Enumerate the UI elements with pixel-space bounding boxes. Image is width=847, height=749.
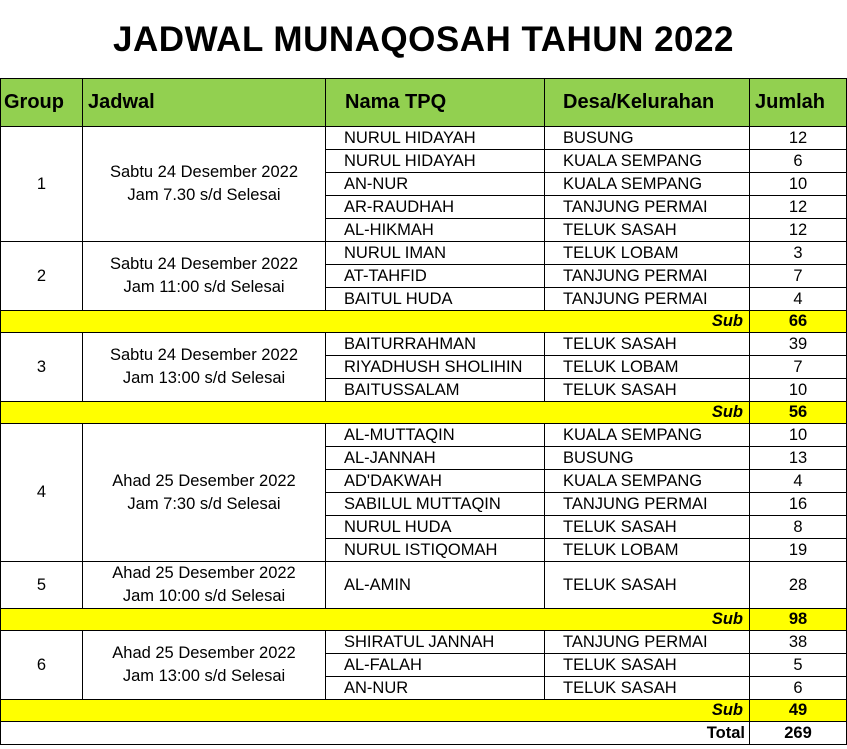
schedule-time: Jam 7:30 s/d Selesai xyxy=(127,494,281,513)
group-number: 2 xyxy=(1,242,83,311)
schedule-time: Jam 10:00 s/d Selesai xyxy=(122,587,286,605)
village-name: TELUK SASAH xyxy=(545,516,750,539)
village-name: TELUK SASAH xyxy=(545,333,750,356)
participant-count: 13 xyxy=(750,447,847,470)
tpq-name: NURUL ISTIQOMAH xyxy=(326,539,545,562)
tpq-name: SHIRATUL JANNAH xyxy=(326,631,545,654)
group-number: 1 xyxy=(1,127,83,242)
tpq-name: BAITURRAHMAN xyxy=(326,333,545,356)
group-number: 6 xyxy=(1,631,83,700)
tpq-name: AL-AMIN xyxy=(326,562,545,609)
schedule-cell xyxy=(83,631,326,700)
tpq-name: RIYADHUSH SHOLIHIN xyxy=(326,356,545,379)
village-name: TANJUNG PERMAI xyxy=(545,631,750,654)
tpq-name: AR-RAUDHAH xyxy=(326,196,545,219)
header-group: Group xyxy=(1,79,83,127)
total-row xyxy=(1,722,847,745)
subtotal-value: 56 xyxy=(750,402,847,424)
participant-count: 10 xyxy=(750,173,847,196)
village-name: TANJUNG PERMAI xyxy=(545,493,750,516)
village-name: KUALA SEMPANG xyxy=(545,470,750,493)
participant-count: 39 xyxy=(750,333,847,356)
participant-count: 16 xyxy=(750,493,847,516)
group-number: 5 xyxy=(1,562,83,609)
village-name: BUSUNG xyxy=(545,447,750,470)
table-row xyxy=(1,127,847,150)
participant-count: 6 xyxy=(750,677,847,700)
tpq-name: NURUL IMAN xyxy=(326,242,545,265)
header-desa-kelurahan: Desa/Kelurahan xyxy=(545,79,750,127)
subtotal-value: 49 xyxy=(750,700,847,722)
schedule-time: Jam 13:00 s/d Selesai xyxy=(122,369,286,387)
tpq-name: AL-HIKMAH xyxy=(326,219,545,242)
total-value: 269 xyxy=(750,722,847,745)
schedule-cell xyxy=(83,127,326,242)
header-row xyxy=(1,79,847,127)
tpq-name: AL-MUTTAQIN xyxy=(326,424,545,447)
subtotal-value: 66 xyxy=(750,311,847,333)
subtotal-label: Sub xyxy=(1,402,750,424)
participant-count: 38 xyxy=(750,631,847,654)
tpq-name: NURUL HIDAYAH xyxy=(326,127,545,150)
participant-count: 12 xyxy=(750,196,847,219)
tpq-name: AL-JANNAH xyxy=(326,447,545,470)
village-name: TELUK LOBAM xyxy=(545,539,750,562)
participant-count: 10 xyxy=(750,379,847,402)
table-row xyxy=(1,333,847,356)
tpq-name: AT-TAHFID xyxy=(326,265,545,288)
participant-count: 7 xyxy=(750,265,847,288)
tpq-name: AN-NUR xyxy=(326,173,545,196)
village-name: BUSUNG xyxy=(545,127,750,150)
participant-count: 5 xyxy=(750,654,847,677)
header-nama-tpq: Nama TPQ xyxy=(326,79,545,127)
total-label: Total xyxy=(1,722,750,745)
participant-count: 12 xyxy=(750,219,847,242)
subtotal-value: 98 xyxy=(750,609,847,631)
table-row xyxy=(1,424,847,447)
village-name: TANJUNG PERMAI xyxy=(545,265,750,288)
village-name: KUALA SEMPANG xyxy=(545,173,750,196)
subtotal-label: Sub xyxy=(1,311,750,333)
table-row xyxy=(1,242,847,265)
village-name: TANJUNG PERMAI xyxy=(545,196,750,219)
header-jumlah: Jumlah xyxy=(750,79,847,127)
tpq-name: AD'DAKWAH xyxy=(326,470,545,493)
village-name: TELUK SASAH xyxy=(545,677,750,700)
village-name: TELUK LOBAM xyxy=(545,242,750,265)
participant-count: 12 xyxy=(750,127,847,150)
tpq-name: NURUL HIDAYAH xyxy=(326,150,545,173)
participant-count: 8 xyxy=(750,516,847,539)
schedule-time: Jam 11:00 s/d Selesai xyxy=(123,278,285,296)
subtotal-row xyxy=(1,402,847,424)
schedule-cell xyxy=(83,333,326,402)
schedule-day: Sabtu 24 Desember 2022 xyxy=(109,163,299,181)
schedule-cell xyxy=(83,562,326,609)
participant-count: 4 xyxy=(750,288,847,311)
schedule-day: Ahad 25 Desember 2022 xyxy=(112,471,296,490)
participant-count: 10 xyxy=(750,424,847,447)
table-row xyxy=(1,562,847,609)
schedule-day: Sabtu 24 Desember 2022 xyxy=(109,255,299,273)
group-number: 4 xyxy=(1,424,83,562)
village-name: TELUK SASAH xyxy=(545,654,750,677)
tpq-name: AN-NUR xyxy=(326,677,545,700)
subtotal-row xyxy=(1,700,847,722)
schedule-day: Ahad 25 Desember 2022 xyxy=(112,564,296,582)
group-number: 3 xyxy=(1,333,83,402)
tpq-name: AL-FALAH xyxy=(326,654,545,677)
tpq-name: BAITUL HUDA xyxy=(326,288,545,311)
schedule-day: Sabtu 24 Desember 2022 xyxy=(109,346,299,364)
header-jadwal: Jadwal xyxy=(83,79,326,127)
schedule-cell xyxy=(83,242,326,311)
tpq-name: BAITUSSALAM xyxy=(326,379,545,402)
schedule-time: Jam 7.30 s/d Selesai xyxy=(127,186,281,204)
schedule-day: Ahad 25 Desember 2022 xyxy=(112,644,296,662)
subtotal-row xyxy=(1,311,847,333)
participant-count: 4 xyxy=(750,470,847,493)
participant-count: 3 xyxy=(750,242,847,265)
village-name: KUALA SEMPANG xyxy=(545,150,750,173)
participant-count: 28 xyxy=(750,562,847,609)
subtotal-row xyxy=(1,609,847,631)
village-name: TELUK SASAH xyxy=(545,219,750,242)
village-name: TELUK SASAH xyxy=(545,562,750,609)
tpq-name: SABILUL MUTTAQIN xyxy=(326,493,545,516)
schedule-time: Jam 13:00 s/d Selesai xyxy=(122,667,286,685)
tpq-name: NURUL HUDA xyxy=(326,516,545,539)
schedule-cell xyxy=(83,424,326,562)
village-name: TANJUNG PERMAI xyxy=(545,288,750,311)
schedule-table xyxy=(0,78,847,745)
subtotal-label: Sub xyxy=(1,700,750,722)
subtotal-label: Sub xyxy=(1,609,750,631)
participant-count: 7 xyxy=(750,356,847,379)
village-name: KUALA SEMPANG xyxy=(545,424,750,447)
village-name: TELUK SASAH xyxy=(545,379,750,402)
table-row xyxy=(1,631,847,654)
village-name: TELUK LOBAM xyxy=(545,356,750,379)
page-title: JADWAL MUNAQOSAH TAHUN 2022 xyxy=(113,20,734,59)
participant-count: 19 xyxy=(750,539,847,562)
participant-count: 6 xyxy=(750,150,847,173)
